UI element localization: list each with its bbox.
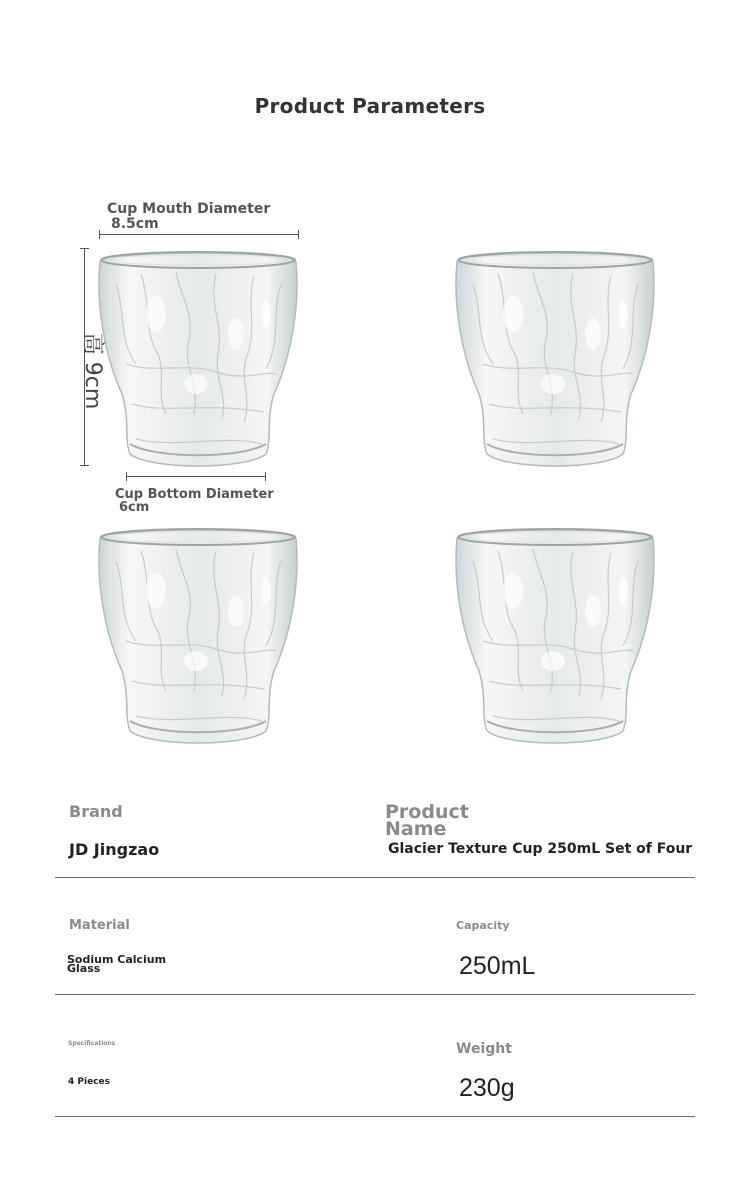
brand-value: JD Jingzao xyxy=(69,840,160,859)
mouth-diameter-label: Cup Mouth Diameter xyxy=(107,201,271,217)
glass-cup-image xyxy=(453,521,657,747)
bottom-dimension-line xyxy=(126,476,266,477)
material-label: Material xyxy=(69,918,130,933)
brand-label: Brand xyxy=(69,802,123,821)
divider xyxy=(55,877,695,878)
material-value: Sodium Calcium Glass xyxy=(67,953,167,975)
product-name-label: Product Name xyxy=(385,801,469,840)
capacity-label: Capacity xyxy=(456,919,510,932)
mouth-dimension-line xyxy=(99,234,299,235)
weight-label: Weight xyxy=(456,1041,512,1057)
bottom-diameter-value: 6cm xyxy=(119,500,150,515)
bottom-diameter-label: Cup Bottom Diameter xyxy=(115,487,274,502)
glass-cup-image xyxy=(96,521,300,747)
page-title: Product Parameters xyxy=(254,94,486,118)
divider xyxy=(55,1116,695,1117)
product-name-value: Glacier Texture Cup 250mL Set of Four xyxy=(388,841,693,857)
specifications-label: Specifications xyxy=(68,1040,116,1047)
glass-cup-image xyxy=(453,244,657,470)
divider xyxy=(55,994,695,995)
capacity-value: 250mL xyxy=(459,952,536,980)
specifications-value: 4 Pieces xyxy=(68,1077,110,1087)
mouth-diameter-value: 8.5cm xyxy=(111,216,159,232)
weight-value: 230g xyxy=(459,1074,515,1102)
glass-cup-image xyxy=(96,244,300,470)
height-label: 高 9cm xyxy=(80,332,105,410)
